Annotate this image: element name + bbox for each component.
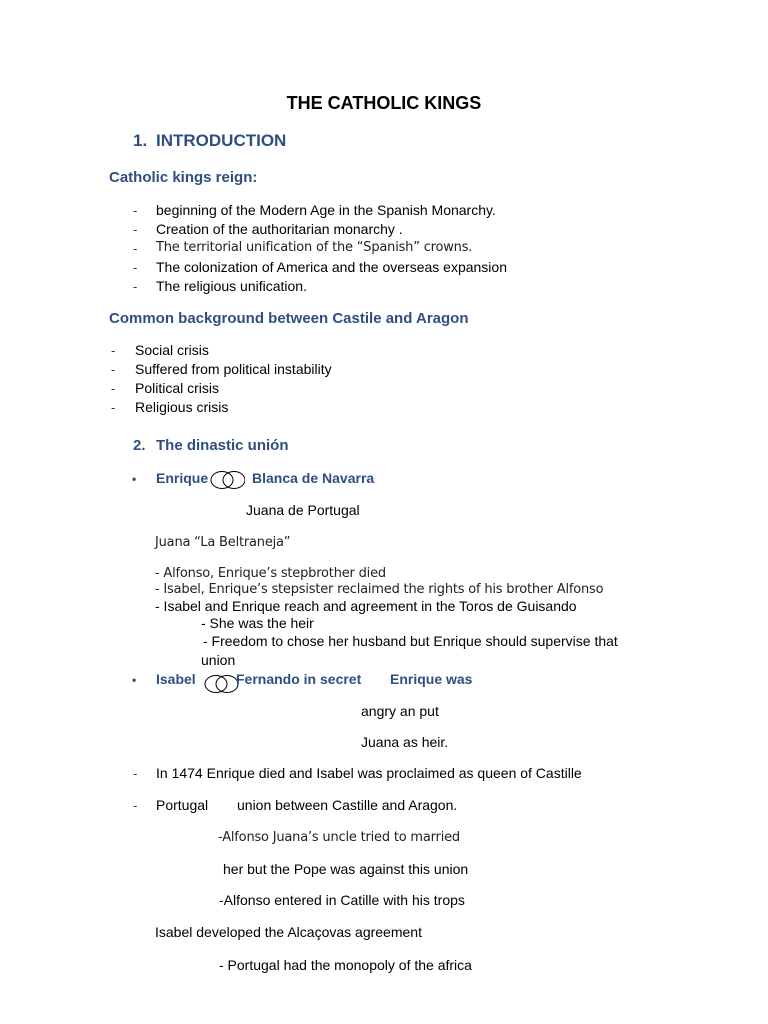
- document-title: THE CATHOLIC KINGS: [286, 93, 482, 113]
- list-dash: -: [133, 203, 138, 218]
- list-item: The territorial unification of the “Spanish” crowns.: [156, 240, 473, 255]
- isabel-label: Isabel: [156, 671, 196, 687]
- subheading-background: Common background between Castile and Aragon: [109, 310, 469, 327]
- subheading-reign: Catholic kings reign:: [109, 169, 258, 186]
- list-dash: -: [111, 400, 116, 415]
- event-line: In 1474 Enrique died and Isabel was proclaimed as queen of Castille: [156, 765, 582, 781]
- list-item: The religious unification.: [156, 278, 307, 294]
- list-dash: -: [133, 279, 138, 294]
- alcacovas-line: Isabel developed the Alcaçovas agreement: [155, 924, 422, 940]
- list-dash: -: [133, 798, 138, 813]
- list-item: Political crisis: [135, 380, 220, 396]
- list-dash: -: [111, 343, 116, 358]
- sub-note-line: - She was the heir: [201, 615, 314, 631]
- alfonso-line: her but the Pope was against this union: [223, 861, 469, 877]
- marriage-rings-icon: [203, 674, 239, 694]
- list-item: Suffered from political instability: [135, 361, 332, 377]
- alfonso-line: -Alfonso Juana’s uncle tried to married: [218, 830, 460, 845]
- note-line: - Isabel, Enrique’s stepsister reclaimed the rights of his brother Alfonso: [155, 582, 604, 597]
- list-dash: -: [133, 241, 138, 256]
- list-dash: -: [133, 766, 138, 781]
- section-heading-introduction: INTRODUCTION: [156, 131, 287, 150]
- daughter-name: Juana “La Beltraneja”: [155, 535, 291, 550]
- sub-note-line: - Freedom to chose her husband but Enrique should supervise that: [203, 633, 618, 649]
- list-item: beginning of the Modern Age in the Spanish Monarchy.: [156, 202, 496, 218]
- alfonso-line: -Alfonso entered in Catille with his trops: [219, 892, 465, 908]
- list-dash: -: [133, 260, 138, 275]
- bullet: •: [132, 472, 137, 486]
- bullet: •: [132, 673, 137, 687]
- second-spouse: Juana de Portugal: [246, 502, 360, 518]
- list-dash: -: [111, 362, 116, 377]
- portugal-monopoly-line: - Portugal had the monopoly of the africa: [219, 957, 472, 973]
- isabel-fernando-text: Fernando in secret: [236, 671, 362, 687]
- list-item: Social crisis: [135, 342, 209, 358]
- list-item: The colonization of America and the overseas expansion: [156, 259, 507, 275]
- enrique-spouse: Blanca de Navarra: [252, 470, 375, 486]
- event-line: Portugal: [156, 797, 209, 813]
- enrique-label: Enrique: [156, 470, 209, 486]
- angry-line: angry an put: [361, 703, 439, 719]
- list-dash: -: [111, 381, 116, 396]
- section-heading-dynastic-union: The dinastic unión: [156, 437, 289, 454]
- portugal-text: union between Castille and Aragon.: [237, 797, 458, 813]
- sub-note-line: union: [201, 652, 236, 668]
- marriage-rings-icon: [209, 470, 245, 490]
- section-number: 1.: [133, 131, 148, 150]
- note-line: - Alfonso, Enrique’s stepbrother died: [155, 566, 386, 581]
- list-item: Religious crisis: [135, 399, 229, 415]
- section-number: 2.: [133, 437, 146, 454]
- list-dash: -: [133, 222, 138, 237]
- enrique-was-text: Enrique was: [390, 671, 473, 687]
- angry-line: Juana as heir.: [361, 734, 449, 750]
- note-line: - Isabel and Enrique reach and agreement in the Toros de Guisando: [155, 598, 577, 614]
- list-item: Creation of the authoritarian monarchy .: [156, 221, 403, 237]
